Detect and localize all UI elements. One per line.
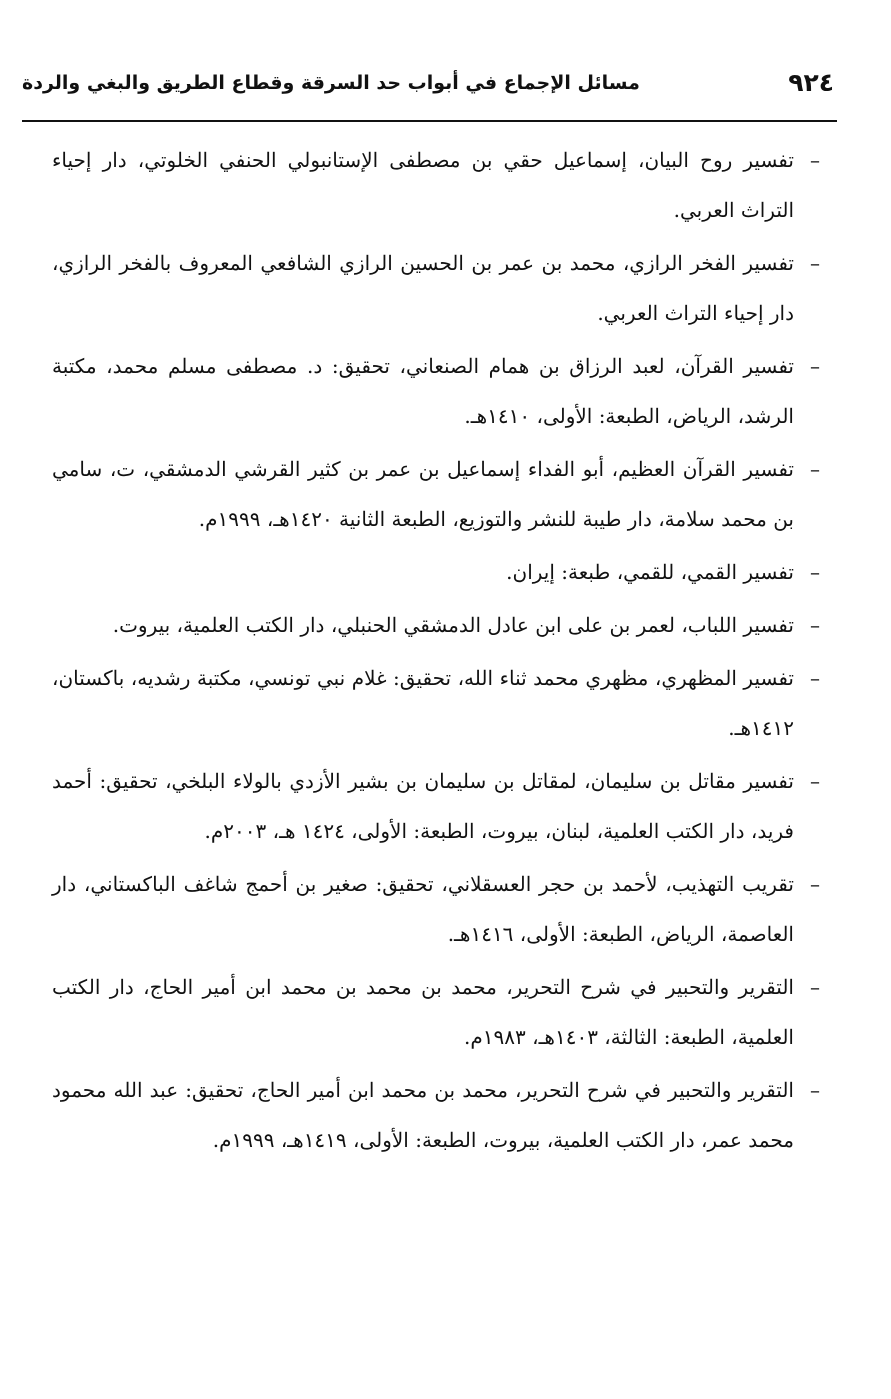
bibliography-entry [52, 859, 820, 959]
entry-dash: – [810, 457, 820, 481]
bibliography-entry [52, 238, 820, 338]
entry-text: تفسير القرآن، لعبد الرزاق بن همام الصنعاني، تحقيق: د. مصطفى مسلم محمد، مكتبة الرشد، الرياض، الطبعة: الأولى، ١٤١٠هـ. [52, 354, 794, 428]
entry-dash: – [810, 1078, 820, 1102]
entry-dash: – [810, 251, 820, 275]
bibliography-list [52, 135, 820, 1168]
bibliography-entry [52, 756, 820, 856]
running-title: مسائل الإجماع في أبواب حد السرقة وقطاع الطريق والبغي والردة [22, 72, 640, 94]
entry-text: تفسير القمي، للقمي، طبعة: إيران. [506, 560, 794, 584]
entry-dash: – [810, 769, 820, 793]
entry-text: تفسير روح البيان، إسماعيل حقي بن مصطفى الإستانبولي الحنفي الخلوتي، دار إحياء التراث العربي. [52, 148, 794, 222]
page-number: ٩٢٤ [788, 68, 834, 97]
entry-text: التقرير والتحبير في شرح التحرير، محمد بن محمد ابن أمير الحاج، تحقيق: عبد الله محمود محمد عمر، دار الكتب العلمية، بيروت، الطبعة: الأولى، ١٤١٩هـ، ١٩٩٩م. [52, 1078, 794, 1152]
bibliography-entry [52, 653, 820, 753]
entry-text: تفسير اللباب، لعمر بن على ابن عادل الدمشقي الحنبلي، دار الكتب العلمية، بيروت. [112, 613, 794, 637]
entry-text: تفسير القرآن العظيم، أبو الفداء إسماعيل بن عمر بن كثير القرشي الدمشقي، ت، سامي بن محمد سلامة، دار طيبة للنشر والتوزيع، الطبعة الثانية ١٤٢٠هـ، ١٩٩٩م. [52, 457, 794, 531]
bibliography-entry [52, 341, 820, 441]
entry-dash: – [810, 613, 820, 637]
entry-text: التقرير والتحبير في شرح التحرير، محمد بن محمد بن محمد ابن أمير الحاج، دار الكتب العلمية، الطبعة: الثالثة، ١٤٠٣هـ، ١٩٨٣م. [52, 975, 794, 1049]
bibliography-entry [52, 600, 820, 650]
entry-dash: – [810, 975, 820, 999]
bibliography-entry [52, 962, 820, 1062]
entry-dash: – [810, 148, 820, 172]
entry-dash: – [810, 872, 820, 896]
entry-text: تفسير مقاتل بن سليمان، لمقاتل بن سليمان بن بشير الأزدي بالولاء البلخي، تحقيق: أحمد فريد، دار الكتب العلمية، لبنان، بيروت، الطبعة: الأولى، ١٤٢٤ هـ، ٢٠٠٣م. [52, 769, 794, 843]
entry-text: تفسير المظهري، مظهري محمد ثناء الله، تحقيق: غلام نبي تونسي، مكتبة رشديه، باكستان، ١٤١٢هـ. [52, 666, 794, 740]
entry-text: تفسير الفخر الرازي، محمد بن عمر بن الحسين الرازي الشافعي المعروف بالفخر الرازي، دار إحياء التراث العربي. [52, 251, 794, 325]
entry-dash: – [810, 560, 820, 584]
bibliography-entry [52, 1065, 820, 1165]
entry-text: تقريب التهذيب، لأحمد بن حجر العسقلاني، تحقيق: صغير بن أحمج شاغف الباكستاني، دار العاصمة، الرياض، الطبعة: الأولى، ١٤١٦هـ. [52, 872, 794, 946]
bibliography-entry [52, 547, 820, 597]
bibliography-entry [52, 135, 820, 235]
header-rule [22, 120, 837, 122]
entry-dash: – [810, 666, 820, 690]
bibliography-entry [52, 444, 820, 544]
entry-dash: – [810, 354, 820, 378]
page-header [18, 62, 834, 114]
